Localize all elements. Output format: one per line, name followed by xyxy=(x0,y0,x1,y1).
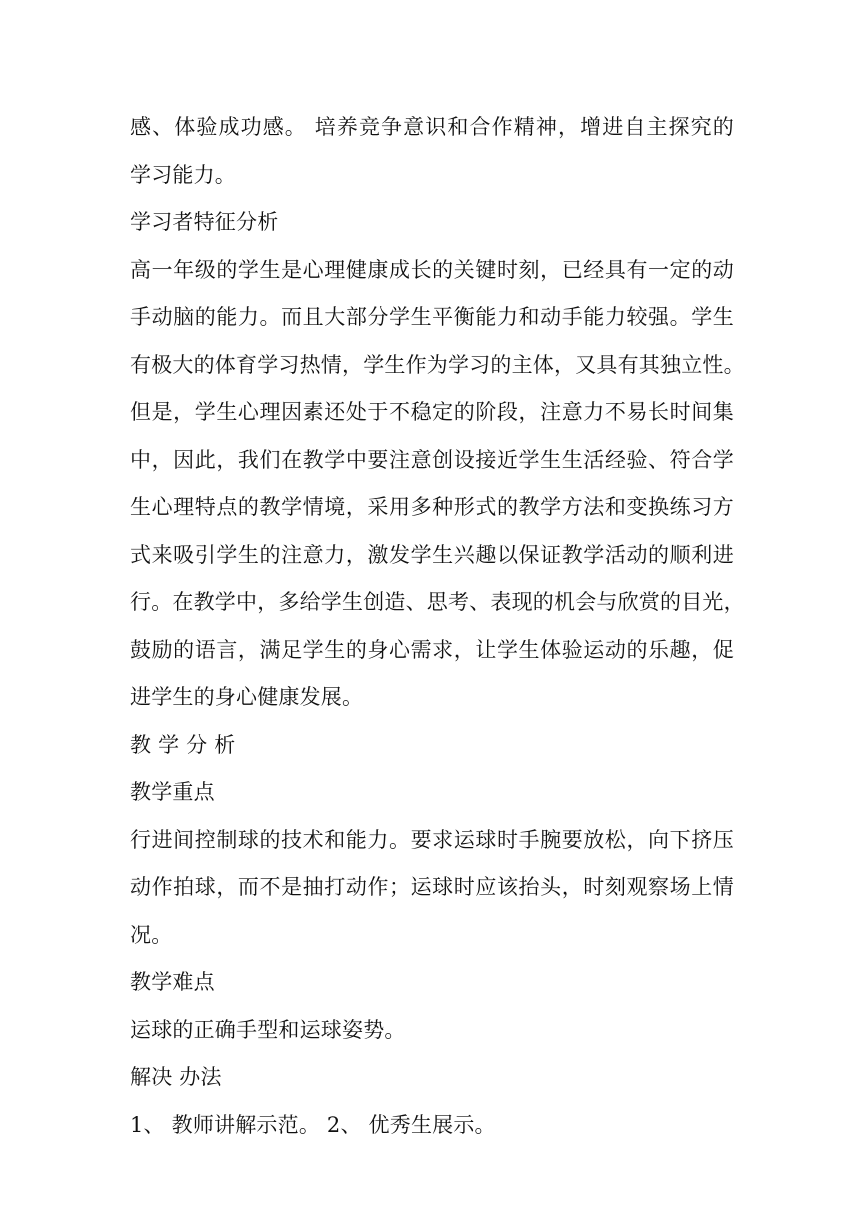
numbered-list-line: 1、 教师讲解示范。 2、 优秀生展示。 xyxy=(130,1112,496,1137)
paragraph-line: 行进间控制球的技术和能力。要求运球时手腕要放松，向下挤压 xyxy=(130,827,734,852)
paragraph-line: 手动脑的能力。而且大部分学生平衡能力和动手能力较强。学生 xyxy=(130,305,734,329)
paragraph-line: 鼓励的语言，满足学生的身心需求，让学生体验运动的乐趣，促 xyxy=(130,637,734,662)
section-heading: 教 学 分 析 xyxy=(130,732,236,757)
paragraph-line: 况。 xyxy=(130,922,173,947)
paragraph-line: 学习能力。 xyxy=(130,162,236,187)
subsection-heading: 教学难点 xyxy=(130,970,215,994)
section-heading: 学习者特征分析 xyxy=(130,210,279,234)
paragraph-line: 式来吸引学生的注意力，激发学生兴趣以保证教学活动的顺利进 xyxy=(130,542,734,567)
paragraph-line: 进学生的身心健康发展。 xyxy=(130,685,364,709)
subsection-heading: 解决 办法 xyxy=(130,1065,222,1089)
paragraph-line: 有极大的体育学习热情，学生作为学习的主体，又具有其独立性。 xyxy=(130,352,745,377)
paragraph-line: 高一年级的学生是心理健康成长的关键时刻，已经具有一定的动 xyxy=(130,257,734,282)
paragraph-line: 生心理特点的教学情境，采用多种形式的教学方法和变换练习方 xyxy=(130,495,734,519)
paragraph-line: 但是，学生心理因素还处于不稳定的阶段，注意力不易长时间集 xyxy=(130,400,734,424)
paragraph-line: 动作拍球，而不是抽打动作；运球时应该抬头，时刻观察场上情 xyxy=(130,875,734,899)
document-page xyxy=(130,108,745,1153)
paragraph-line: 感、体验成功感。 培养竞争意识和合作精神，增进自主探究的 xyxy=(130,115,734,139)
paragraph-line: 运球的正确手型和运球姿势。 xyxy=(130,1017,406,1042)
paragraph-line: 行。在教学中，多给学生创造、思考、表现的机会与欣赏的目光， xyxy=(130,590,745,614)
paragraph-line: 中，因此，我们在教学中要注意创设接近学生生活经验、符合学 xyxy=(130,447,734,472)
subsection-heading: 教学重点 xyxy=(130,780,215,804)
